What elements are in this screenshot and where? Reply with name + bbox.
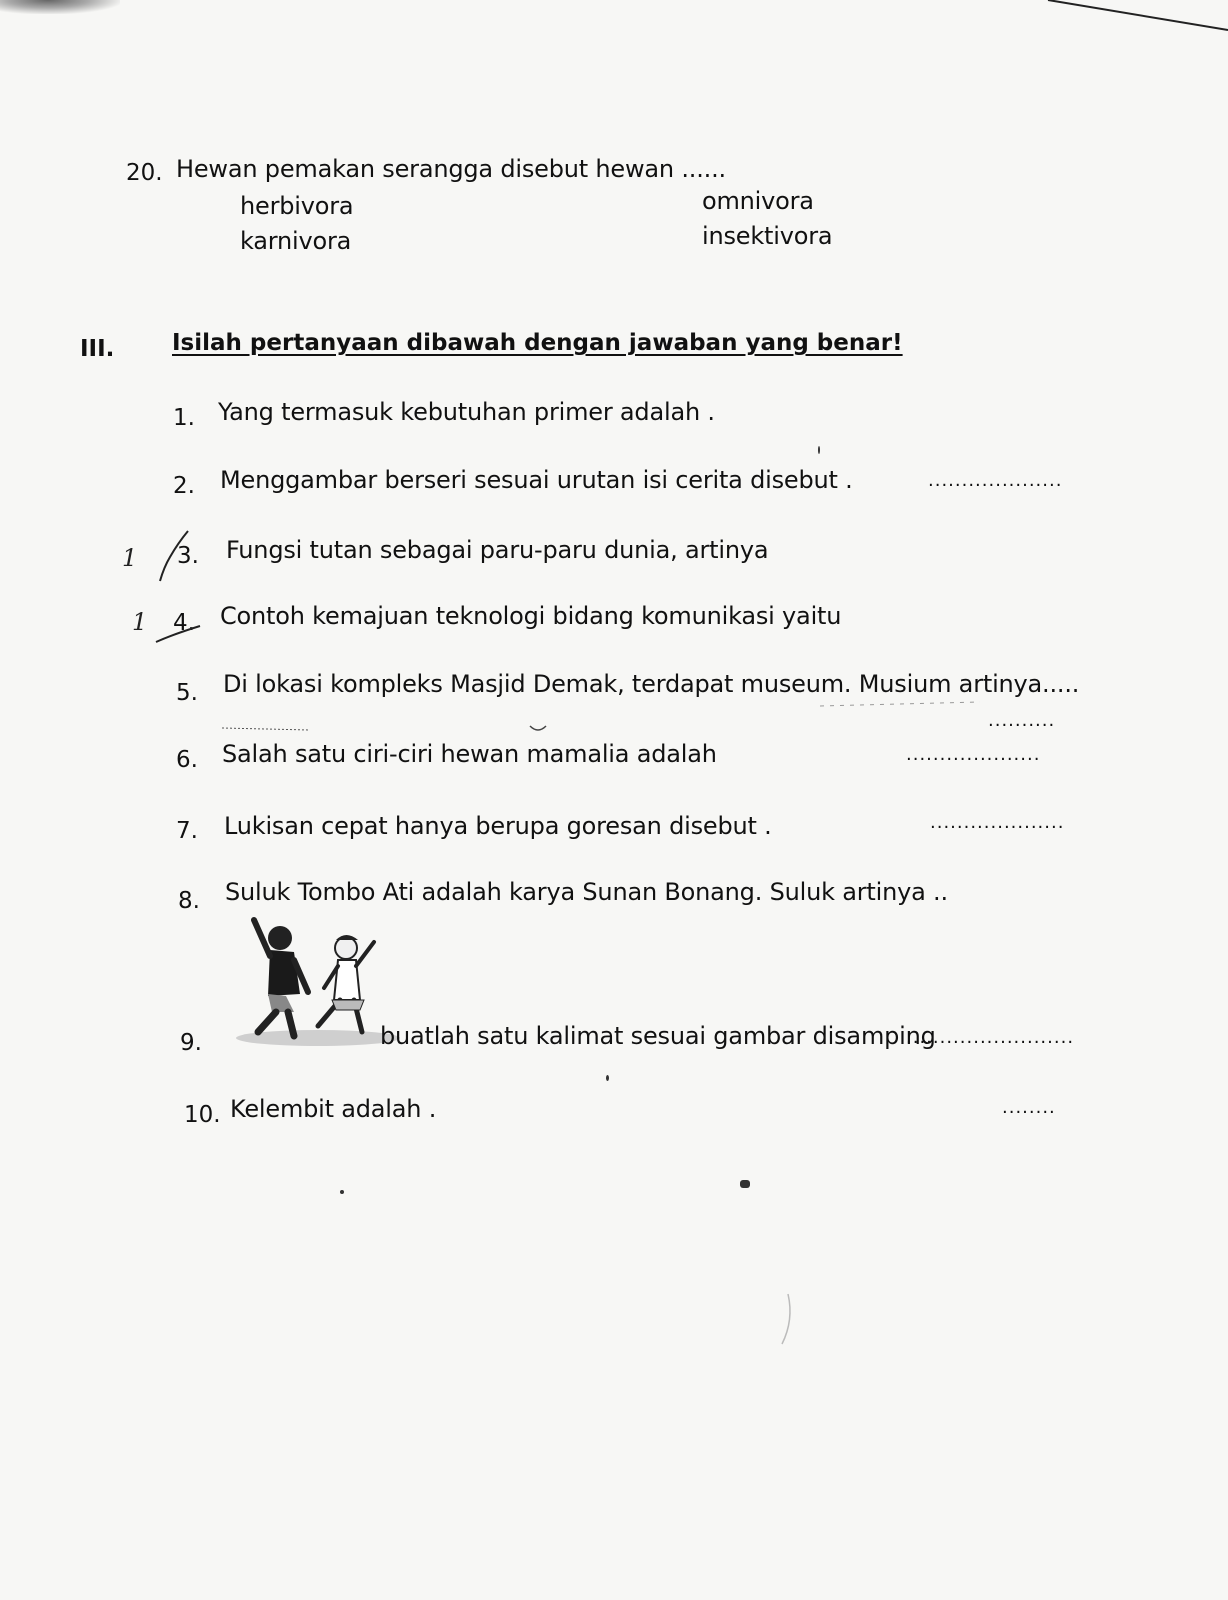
q20-option-karnivora: karnivora [240, 227, 352, 255]
question-text: Yang termasuk kebutuhan primer adalah . [218, 398, 715, 426]
grader-check-mark [154, 527, 194, 585]
question-number: 1. [173, 405, 195, 431]
question-number: 6. [176, 747, 198, 773]
question-text: Contoh kemajuan teknologi bidang komunikasi yaitu [220, 602, 842, 630]
scan-speck [740, 1180, 750, 1188]
q20-option-insektivora: insektivora [702, 222, 833, 250]
question-text: Salah satu ciri-ciri hewan mamalia adalah [222, 740, 717, 768]
question-text: buatlah satu kalimat sesuai gambar disamping [380, 1022, 936, 1050]
answer-blank: .................... [930, 812, 1065, 833]
section-heading: Isilah pertanyaan dibawah dengan jawaban yang benar! [172, 330, 903, 356]
scan-corner-line [1028, 0, 1228, 40]
q20-option-herbivora: herbivora [240, 192, 354, 220]
question-number: 3. [177, 543, 199, 569]
question-number: 5. [176, 680, 198, 706]
q20-option-omnivora: omnivora [702, 187, 814, 215]
scan-artifact-lines [220, 696, 1000, 736]
question-number: 8. [178, 888, 200, 914]
question-number: 10. [184, 1102, 221, 1128]
question-text: Menggambar berseri sesuai urutan isi cerita disebut . [220, 466, 853, 494]
question-number: 9. [180, 1030, 202, 1056]
section-roman-numeral: III. [80, 336, 115, 362]
question-number: 7. [176, 818, 198, 844]
answer-blank: .................... [928, 470, 1063, 491]
question-number: 2. [173, 473, 195, 499]
scan-speck [340, 1190, 344, 1194]
scan-speck [818, 446, 820, 454]
grader-check-mark [154, 620, 204, 646]
grader-mark: 1 [122, 544, 138, 572]
scan-speck [606, 1075, 609, 1081]
answer-blank: .......... [988, 710, 1056, 731]
question-text: Suluk Tombo Ati adalah karya Sunan Bonang. Suluk artinya .. [225, 878, 948, 906]
q20-text: Hewan pemakan serangga disebut hewan ...... [176, 155, 726, 183]
question-number: 4. [173, 610, 195, 636]
question-text: Lukisan cepat hanya berupa goresan disebut . [224, 812, 772, 840]
question-text: Di lokasi kompleks Masjid Demak, terdapat museum. Musium artinya..... [223, 670, 1080, 698]
answer-blank: ........ [1002, 1097, 1056, 1118]
question-text: Fungsi tutan sebagai paru-paru dunia, artinya [226, 536, 769, 564]
scan-edge-shadow [0, 0, 120, 14]
grader-mark: 1 [132, 608, 148, 636]
q20-number: 20. [126, 160, 163, 186]
question-text: Kelembit adalah . [230, 1095, 437, 1123]
answer-blank: ......................... [906, 1027, 1075, 1048]
answer-blank: .................... [906, 744, 1041, 765]
scan-artifact-curve [770, 1290, 800, 1350]
